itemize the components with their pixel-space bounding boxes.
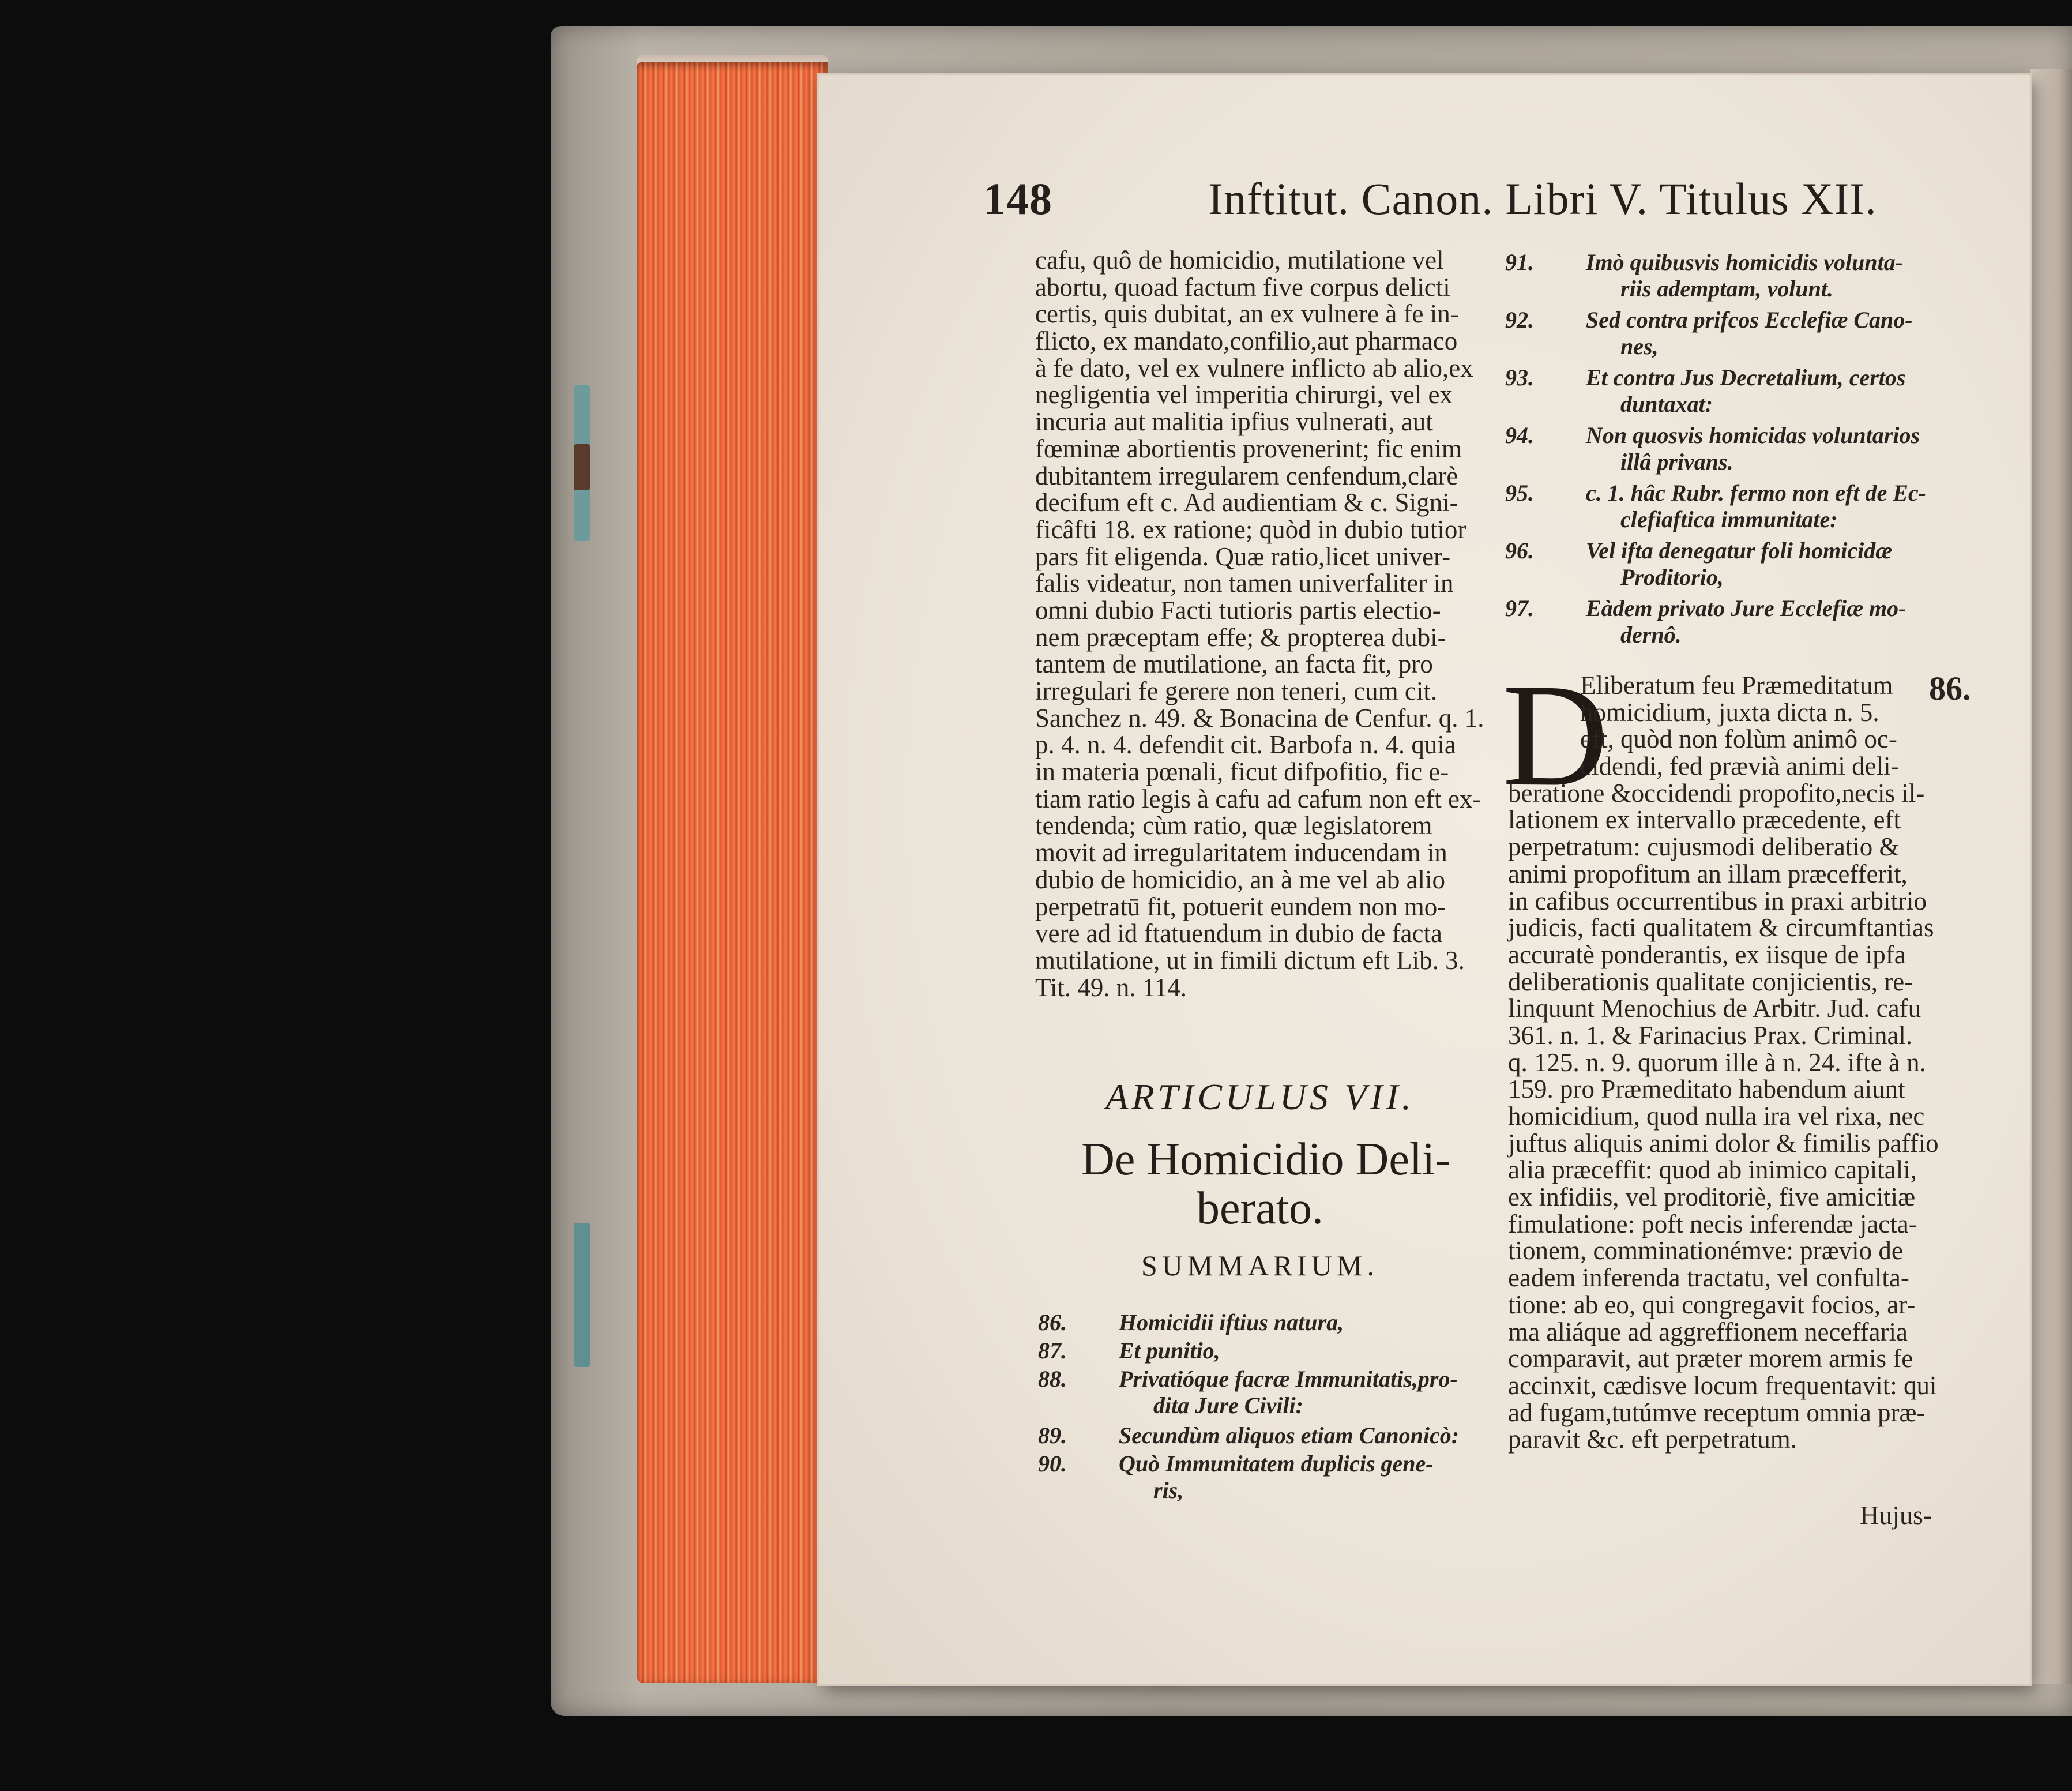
text-line: paravit &c. eft perpetratum. [1508,1425,1798,1454]
summary-entry-text: c. 1. hâc Rubr. fermo non eft de Ec- [1586,480,1926,506]
summary-entry-number: 87. [1038,1338,1067,1364]
text-line: homicidium, quod nulla ira vel rixa, nec [1508,1102,1925,1131]
text-line: dubio de homicidio, an à me vel ab alio [1035,865,1446,894]
text-line: eadem inferenda tractatu, vel confulta- [1508,1263,1909,1293]
summary-entry-continuation: clefiaftica immunitate: [1620,506,1838,532]
page-number: 148 [983,174,1052,224]
summary-entry-text: Imò quibusvis homicidis volunta- [1586,249,1904,275]
summary-entry-number: 86. [1038,1309,1067,1335]
catchword: Hujus- [1860,1500,1932,1530]
summary-entry-number: 94. [1505,422,1534,448]
text-line: tione: ab eo, qui congregavit focios, ar- [1508,1290,1916,1319]
summary-entry-number: 92. [1505,307,1534,333]
summary-entry-number: 90. [1038,1451,1067,1477]
page-curl [2030,69,2072,1684]
summary-entry-continuation: dernô. [1620,622,1682,648]
binding-tab [574,1223,590,1367]
summary-entry-continuation: nes, [1620,333,1659,359]
text-line: pars fit eligenda. Quæ ratio,licet univer- [1035,542,1451,571]
text-line: à fe dato, vel ex vulnere inflicto ab alio,ex [1035,353,1473,382]
left-column-text [1035,247,1485,1001]
summary-entry-text: Vel ifta denegatur foli homicidæ [1586,538,1893,564]
summary-entry-text: Homicidii iftius natura, [1119,1309,1344,1335]
text-line: homicidium, juxta dicta n. 5. [1580,697,1879,727]
text-line: perpetratū fit, potuerit eundem non mo- [1035,892,1446,921]
summary-entry-continuation: Proditorio, [1620,564,1724,590]
summary-entry-continuation: ris, [1153,1477,1184,1503]
text-line: judicis, facti qualitatem & circumftantias [1508,913,1934,943]
summary-entry-number: 93. [1505,365,1534,391]
text-line: tendenda; cùm ratio, quæ legislatorem [1035,811,1432,840]
text-line: irregulari fe gerere non teneri, cum cit. [1035,677,1438,705]
summary-entry-text: Non quosvis homicidas voluntarios [1586,422,1920,448]
text-line: movit ad irregularitatem inducendam in [1035,838,1447,868]
summary-entry-number: 97. [1505,595,1534,621]
summary-entry-text: Sed contra prifcos Ecclefiæ Cano- [1586,307,1913,333]
text-line: dubitantem irregularem cenfendum,clarè [1035,461,1458,490]
text-line: 361. n. 1. & Farinacius Prax. Criminal. [1508,1020,1913,1050]
text-line: in materia pœnali, ficut difpofitio, fic e- [1035,757,1449,787]
summary-entry-text: Eàdem privato Jure Ecclefiæ mo- [1586,595,1906,621]
summary-entry-text: Secundùm aliquos etiam Canonicò: [1119,1422,1460,1448]
text-line: decifum eft c. Ad audientiam & c. Signi- [1035,488,1458,517]
text-line: tantem de mutilatione, an facta fit, pro [1035,649,1433,679]
summary-entry-number: 91. [1505,249,1534,275]
page-edges [637,62,828,1683]
text-line: linquunt Menochius de Arbitr. Jud. cafu [1508,994,1921,1023]
summary-entry-continuation: dita Jure Civili: [1153,1392,1303,1418]
text-line: deliberationis qualitate conjicientis, re- [1508,967,1913,996]
article-heading: ARTICULUS VII. [1105,1076,1415,1117]
text-line: in cafibus occurrentibus in praxi arbitrio [1508,886,1927,915]
summary-entry-number: 95. [1505,480,1534,506]
right-column-text [1508,778,1939,1454]
text-line: ficâfti 18. ex ratione; quòd in dubio tutior [1035,515,1466,544]
text-line: beratione &occidendi propofito,necis il- [1508,778,1925,808]
text-line: ma aliáque ad aggreffionem neceffaria [1508,1317,1908,1346]
text-line: perpetratum: cujusmodi deliberatio & [1508,832,1900,862]
text-line: ex infidiis, vel proditoriè, five amicitiæ [1508,1182,1916,1212]
right-column-opening [1580,672,1938,780]
text-line: lationem ex intervallo præcedente, eft [1508,805,1901,835]
text-line: ad fugam,tutúmve receptum omnia præ- [1508,1398,1926,1427]
text-line: flicto, ex mandato,confilio,aut pharmaco [1035,326,1458,356]
text-line: fœminæ abortientis provenerint; fic enim [1035,434,1462,463]
text-line: incuria aut malitia ipfius vulnerati, aut [1035,407,1433,437]
margin-number: 86. [1929,670,1971,707]
summary-entry-continuation: riis ademptam, volunt. [1620,276,1833,302]
text-line: comparavit, aut præter morem armis fe [1508,1344,1913,1373]
text-line: alia præceffit: quod ab inimico capitali, [1508,1155,1917,1185]
article-title-line: berato. [1197,1183,1323,1234]
text-line: juftus aliquis animi dolor & fimilis paffio [1508,1128,1939,1158]
text-line: p. 4. n. 4. defendit cit. Barbofa n. 4. quia [1035,730,1456,760]
text-line: falis videatur, non tamen univerfaliter in [1035,569,1454,598]
text-line: Eliberatum feu Præmeditatum [1580,671,1893,700]
text-line: negligentia vel imperitia chirurgi, vel ex [1035,380,1453,410]
text-line: omni dubio Facti tutioris partis electio- [1035,595,1441,625]
binding-tab [574,444,590,490]
text-line: vere ad id ftatuendum in dubio de facta [1035,919,1442,948]
summarium-label: SUMMARIUM. [1141,1249,1379,1282]
text-line: q. 125. n. 9. quorum ille à n. 24. ifte à n. [1508,1047,1926,1077]
text-line: nem præceptam effe; & propterea dubi- [1035,622,1446,652]
summary-entry-number: 89. [1038,1422,1067,1448]
text-line: 159. pro Præmeditato habendum aiunt [1508,1075,1905,1104]
drop-cap: D [1502,654,1609,817]
text-line: accinxit, cædisve locum frequentavit: qui [1508,1371,1937,1400]
text-line: accuratè ponderantis, ex iisque de ipfa [1508,940,1906,969]
summary-entry-text: Privatióque facræ Immunitatis,pro- [1119,1366,1458,1392]
text-line: cidendi, fed prævià animi deli- [1580,752,1900,781]
article-title-line: De Homicidio Deli- [1081,1134,1450,1185]
summary-entry-text: Et punitio, [1119,1338,1220,1364]
text-line: abortu, quoad factum five corpus delicti [1035,272,1450,302]
summary-entry-number: 88. [1038,1366,1067,1392]
text-line: Tit. 49. n. 114. [1035,973,1187,1002]
text-line: tiam ratio legis à cafu ad cafum non eft ex- [1035,784,1481,813]
text-line: certis, quis dubitat, an ex vulnere à fe in- [1035,299,1459,329]
running-head: Inftitut. Canon. Libri V. Titulus XII. [1208,174,1877,224]
summary-entry-number: 96. [1505,538,1534,564]
text-line: cafu, quô de homicidio, mutilatione vel [1035,246,1444,275]
text-line: mutilatione, ut in fimili dictum eft Lib. 3. [1035,945,1465,975]
summary-entry-continuation: duntaxat: [1620,391,1713,417]
text-line: eft, quòd non folùm animô oc- [1580,724,1897,754]
summary-entry-text: Quò Immunitatem duplicis gene- [1119,1451,1434,1477]
summary-entry-text: Et contra Jus Decretalium, certos [1586,365,1906,391]
text-line: animi propofitum an illam præcefferit, [1508,859,1908,888]
summary-entry-continuation: illâ privans. [1620,449,1733,475]
text-line: tionem, comminationémve: prævio de [1508,1236,1903,1266]
text-line: Sanchez n. 49. & Bonacina de Cenfur. q. 1. [1035,703,1484,733]
text-line: fimulatione: poft necis inferendæ jacta- [1508,1209,1917,1238]
